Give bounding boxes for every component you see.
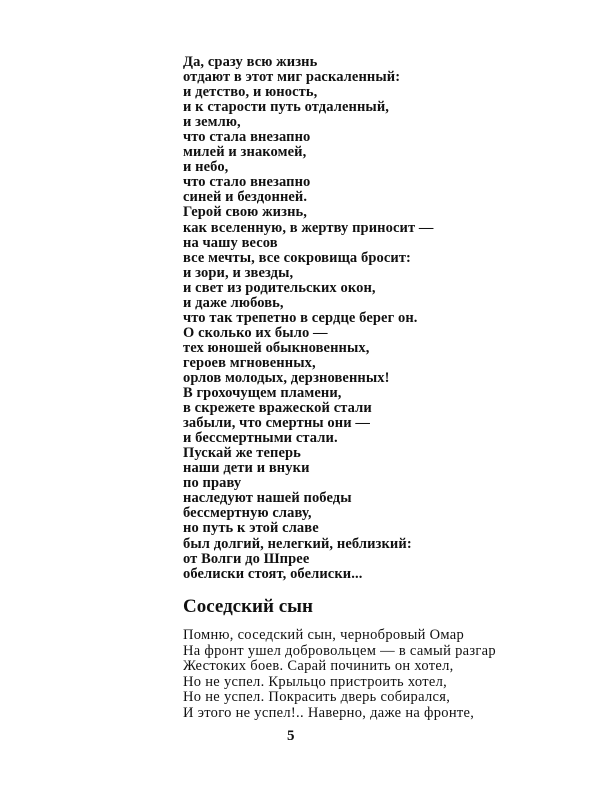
poem-line: отдают в этот миг раскаленный: — [183, 69, 401, 86]
poem-line: милей и знакомей, — [183, 144, 307, 161]
poem-line: и к старости путь отдаленный, — [183, 99, 389, 116]
poem-line: Пускай же теперь — [183, 445, 301, 462]
poem-line: что так трепетно в сердце берег он. — [183, 309, 418, 326]
poem-line: героев мгновенных, — [183, 354, 316, 371]
page-number: 5 — [287, 728, 295, 744]
poem-stanza — [183, 628, 583, 722]
poem-line: на чашу весов — [183, 234, 278, 251]
poem-line: был долгий, нелегкий, неблизкий: — [183, 535, 412, 552]
poem-line: и зори, и звезды, — [183, 264, 294, 281]
poem-line: как вселенную, в жертву приносит — — [183, 219, 434, 236]
poem-line: синей и бездонней. — [183, 189, 308, 206]
poem-line: и свет из родительских окон, — [183, 279, 376, 296]
poem-line: Да, сразу всю жизнь — [183, 54, 318, 70]
poem-line: наследуют нашей победы — [183, 490, 352, 507]
poem-line: от Волги до Шпрее — [183, 550, 310, 567]
poem-line: но путь к этой славе — [183, 520, 319, 537]
poem-line: Герой свою жизнь, — [183, 204, 308, 221]
poem-line: что стало внезапно — [183, 174, 311, 191]
poem-line: в скрежете вражеской стали — [183, 400, 372, 417]
poem-line: тех юношей обыкновенных, — [183, 339, 370, 356]
poem-line: все мечты, все сокровища бросит: — [183, 249, 411, 266]
poem-line: На фронт ушел добровольцем — в самый разгар — [183, 642, 496, 659]
poem-line: И этого не успел!.. Наверно, даже на фронте, — [183, 704, 475, 721]
poem-line: обелиски стоят, обелиски... — [183, 565, 363, 582]
poem-line: Но не успел. Крыльцо пристроить хотел, — [183, 673, 448, 690]
poem-line: орлов молодых, дерзновенных! — [183, 369, 390, 386]
poem-line: и детство, и юность, — [183, 84, 318, 101]
poem-line: забыли, что смертны они — — [183, 415, 370, 432]
poem-line: что стала внезапно — [183, 129, 311, 146]
poem-line: Но не успел. Покрасить дверь собирался, — [183, 689, 451, 706]
poem-line: О сколько их было — — [183, 324, 328, 341]
poem-line: В грохочущем пламени, — [183, 385, 342, 402]
poem-stanza — [183, 55, 583, 582]
poem-line: и бессмертными стали. — [183, 430, 338, 447]
poem-line: Помню, соседский сын, чернобровый Омар — [183, 627, 465, 643]
poem-line: и небо, — [183, 159, 229, 176]
poem-line: Жестоких боев. Сарай починить он хотел, — [183, 658, 454, 675]
poem-line: бессмертную славу, — [183, 505, 312, 522]
poem-line: наши дети и внуки — [183, 460, 310, 477]
section-title: Соседский сын — [183, 596, 313, 617]
poem-line: и даже любовь, — [183, 294, 284, 311]
poem-line: по праву — [183, 475, 242, 492]
poem-line: и землю, — [183, 114, 241, 131]
